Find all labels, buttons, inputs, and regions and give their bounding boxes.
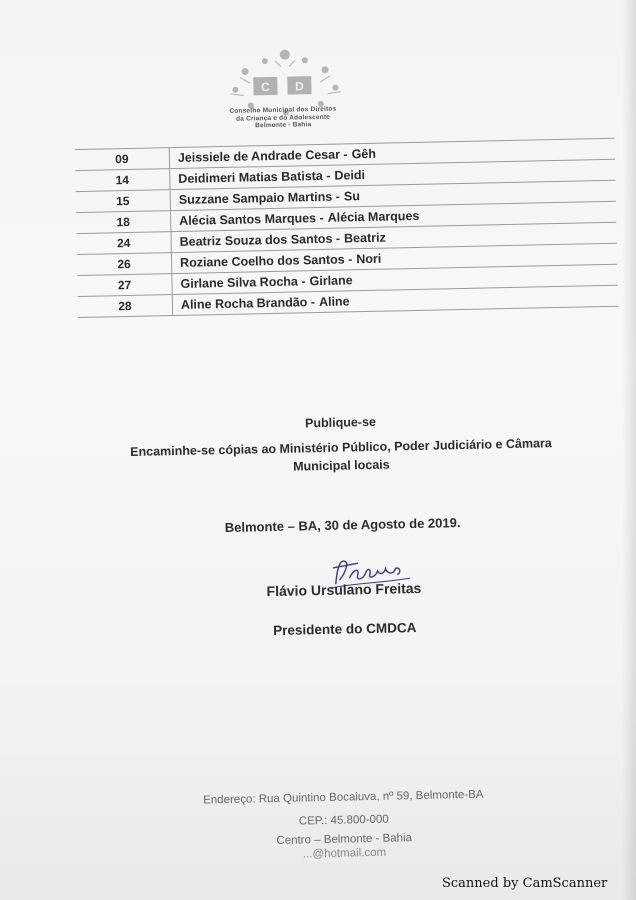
signer-role: Presidente do CMDCA bbox=[273, 620, 417, 639]
logo-letter-d: D bbox=[294, 79, 304, 94]
members-table bbox=[75, 138, 618, 318]
member-nickname: Gêh bbox=[351, 146, 377, 162]
footer-address: Endereço: Rua Quintino Bocaiuva, nº 59, Belmonte-BA bbox=[203, 788, 484, 807]
footer-cep: CEP.: 45.800-000 bbox=[298, 813, 389, 828]
member-number: 09 bbox=[75, 148, 170, 171]
logo-caption-line: da Criança e do Adolescente bbox=[236, 113, 331, 123]
signer-name: Flávio Ursulano Freitas bbox=[266, 579, 422, 600]
publish-notice: Publique-se bbox=[304, 414, 377, 431]
member-name: Suzzane Sampaio Martins - bbox=[178, 189, 341, 207]
logo-letter-c: C bbox=[260, 79, 270, 95]
page-edge-shadow bbox=[622, 0, 636, 900]
member-number: 18 bbox=[76, 211, 171, 234]
member-name: Aline Rocha Brandão - bbox=[180, 295, 316, 312]
footer-email: ...@hotmail.com bbox=[302, 846, 387, 861]
member-nickname: Beatriz bbox=[343, 230, 386, 246]
document-date: Belmonte – BA, 30 de Agosto de 2019. bbox=[224, 515, 461, 536]
member-name: Deidimeri Matias Batista - bbox=[178, 168, 331, 186]
member-nickname: Aline bbox=[318, 294, 350, 309]
member-nickname: Deidi bbox=[334, 168, 366, 183]
member-name: Alécia Santos Marques - bbox=[179, 210, 324, 228]
member-name: Girlane Silva Rocha - bbox=[180, 274, 306, 291]
logo-caption bbox=[208, 105, 358, 131]
forward-notice-line: Municipal locais bbox=[292, 457, 390, 474]
logo-caption-line: Conselho Municipal dos Direitos bbox=[229, 105, 337, 115]
member-name: Jeissiele de Andrade Cesar - bbox=[177, 147, 348, 165]
member-number: 24 bbox=[76, 232, 171, 255]
forward-notice bbox=[101, 434, 582, 480]
camscanner-watermark: Scanned by CamScanner bbox=[442, 876, 608, 891]
member-nickname: Nori bbox=[356, 251, 382, 267]
logo-caption-line: Belmonte - Bahia bbox=[255, 121, 312, 130]
member-number: 26 bbox=[77, 253, 172, 276]
member-name: Roziane Coelho dos Santos - bbox=[179, 252, 353, 270]
member-number: 15 bbox=[76, 190, 171, 213]
member-nickname: Alécia Marques bbox=[327, 208, 420, 225]
member-nickname: Girlane bbox=[309, 273, 353, 289]
member-nickname: Su bbox=[343, 189, 361, 204]
member-number: 27 bbox=[77, 274, 172, 297]
forward-notice-line: Encaminhe-se cópias ao Ministério Público, Poder Judiciário e Câmara bbox=[130, 436, 552, 459]
member-number: 28 bbox=[78, 295, 173, 318]
member-name: Beatriz Souza dos Santos - bbox=[179, 231, 341, 249]
footer-district: Centro – Belmonte - Bahia bbox=[276, 832, 413, 848]
member-number: 14 bbox=[75, 169, 170, 192]
